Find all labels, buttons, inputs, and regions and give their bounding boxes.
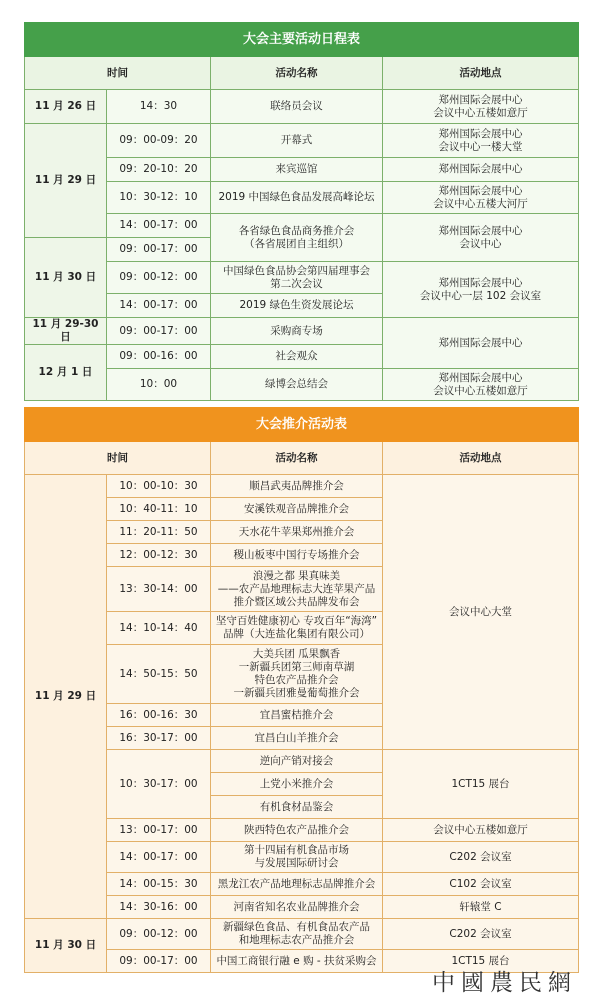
event-name: 来宾巡馆 [211, 158, 383, 182]
time-cell: 12：00-12：30 [107, 544, 211, 567]
time-cell: 11：20-11：50 [107, 521, 211, 544]
time-cell: 09：00-16：00 [107, 345, 211, 369]
watermark: 中國農民網 [432, 970, 577, 996]
event-place: 1CT15 展台 [383, 950, 579, 973]
event-name: 坚守百姓健康初心 专攻百年“海湾” 品牌（大连盐化集团有限公司） [211, 612, 383, 645]
promotion-title: 大会推介活动表 [25, 408, 579, 442]
promotion-table [24, 407, 579, 973]
date-cell: 11 月 29 日 [25, 124, 107, 238]
event-name: 有机食材品鉴会 [211, 796, 383, 819]
event-place: C102 会议室 [383, 873, 579, 896]
main-schedule-table [24, 22, 579, 401]
header-place: 活动地点 [383, 57, 579, 90]
event-place: 会议中心五楼如意厅 [383, 819, 579, 842]
date-cell: 11 月 29 日 [25, 475, 107, 919]
event-place: 轩辕堂 C [383, 896, 579, 919]
event-name: 中国工商银行融 e 购 - 扶贫采购会 [211, 950, 383, 973]
time-cell: 10：30-17：00 [107, 750, 211, 819]
event-place: 郑州国际会展中心 会议中心一层 102 会议室 [383, 262, 579, 318]
event-name: 中国绿色食品协会第四届理事会 第二次会议 [211, 262, 383, 294]
event-place: 郑州国际会展中心 会议中心五楼如意厅 [383, 90, 579, 124]
event-name: 第十四届有机食品市场 与发展国际研讨会 [211, 842, 383, 873]
event-name: 顺昌武夷品牌推介会 [211, 475, 383, 498]
schedule-sheet [24, 22, 578, 973]
time-cell: 10：30-12：10 [107, 182, 211, 214]
event-place: C202 会议室 [383, 842, 579, 873]
time-cell: 14：00-17：00 [107, 294, 211, 318]
event-name: 大美兵团 瓜果飘香 一新疆兵团第三师南草湖 特色农产品推介会 一新疆兵团雅曼葡萄推介会 [211, 645, 383, 704]
event-place: 1CT15 展台 [383, 750, 579, 819]
main-schedule-title: 大会主要活动日程表 [25, 23, 579, 57]
time-cell: 14：30 [107, 90, 211, 124]
time-cell: 14：00-17：00 [107, 214, 211, 238]
event-name: 采购商专场 [211, 318, 383, 345]
time-cell: 09：00-17：00 [107, 318, 211, 345]
event-name: 2019 绿色生资发展论坛 [211, 294, 383, 318]
event-name: 绿博会总结会 [211, 369, 383, 401]
header-time: 时间 [25, 57, 211, 90]
time-cell: 14：30-16：00 [107, 896, 211, 919]
event-place: 郑州国际会展中心 [383, 158, 579, 182]
event-name: 宜昌白山羊推介会 [211, 727, 383, 750]
event-place: C202 会议室 [383, 919, 579, 950]
time-cell: 14：50-15：50 [107, 645, 211, 704]
event-name: 宜昌蜜桔推介会 [211, 704, 383, 727]
event-name: 逆向产销对接会 [211, 750, 383, 773]
time-cell: 14：00-15：30 [107, 873, 211, 896]
time-cell: 16：00-16：30 [107, 704, 211, 727]
date-cell: 11 月 29-30 日 [25, 318, 107, 345]
time-cell: 10：00-10：30 [107, 475, 211, 498]
time-cell: 09：00-17：00 [107, 238, 211, 262]
time-cell: 13：30-14：00 [107, 567, 211, 612]
event-name: 社会观众 [211, 345, 383, 369]
event-name: 各省绿色食品商务推介会 （各省展团自主组织） [211, 214, 383, 262]
header-place: 活动地点 [383, 442, 579, 475]
time-cell: 09：00-17：00 [107, 950, 211, 973]
time-cell: 09：20-10：20 [107, 158, 211, 182]
event-place: 郑州国际会展中心 会议中心五楼如意厅 [383, 369, 579, 401]
time-cell: 10：00 [107, 369, 211, 401]
event-name: 稷山板枣中国行专场推介会 [211, 544, 383, 567]
event-place: 郑州国际会展中心 会议中心 [383, 214, 579, 262]
event-name: 河南省知名农业品牌推介会 [211, 896, 383, 919]
time-cell: 09：00-12：00 [107, 919, 211, 950]
header-name: 活动名称 [211, 57, 383, 90]
event-place: 郑州国际会展中心 会议中心五楼大河厅 [383, 182, 579, 214]
event-place: 郑州国际会展中心 会议中心一楼大堂 [383, 124, 579, 158]
event-name: 黑龙江农产品地理标志品牌推介会 [211, 873, 383, 896]
event-name: 联络员会议 [211, 90, 383, 124]
event-name: 陕西特色农产品推介会 [211, 819, 383, 842]
event-name: 安溪铁观音品牌推介会 [211, 498, 383, 521]
time-cell: 09：00-09：20 [107, 124, 211, 158]
date-cell: 11 月 26 日 [25, 90, 107, 124]
event-name: 天水花牛苹果郑州推介会 [211, 521, 383, 544]
date-cell: 11 月 30 日 [25, 238, 107, 318]
event-name: 上党小米推介会 [211, 773, 383, 796]
time-cell: 09：00-12：00 [107, 262, 211, 294]
time-cell: 16：30-17：00 [107, 727, 211, 750]
event-name: 开幕式 [211, 124, 383, 158]
date-cell: 11 月 30 日 [25, 919, 107, 973]
event-place: 会议中心大堂 [383, 475, 579, 750]
header-time: 时间 [25, 442, 211, 475]
header-name: 活动名称 [211, 442, 383, 475]
time-cell: 10：40-11：10 [107, 498, 211, 521]
date-cell: 12 月 1 日 [25, 345, 107, 401]
event-name: 2019 中国绿色食品发展高峰论坛 [211, 182, 383, 214]
time-cell: 13：00-17：00 [107, 819, 211, 842]
time-cell: 14：10-14：40 [107, 612, 211, 645]
time-cell: 14：00-17：00 [107, 842, 211, 873]
event-place: 郑州国际会展中心 [383, 318, 579, 369]
event-name: 新疆绿色食品、有机食品农产品 和地理标志农产品推介会 [211, 919, 383, 950]
event-name: 浪漫之都 果真味美 ——农产品地理标志大连苹果产品 推介暨区域公共品牌发布会 [211, 567, 383, 612]
